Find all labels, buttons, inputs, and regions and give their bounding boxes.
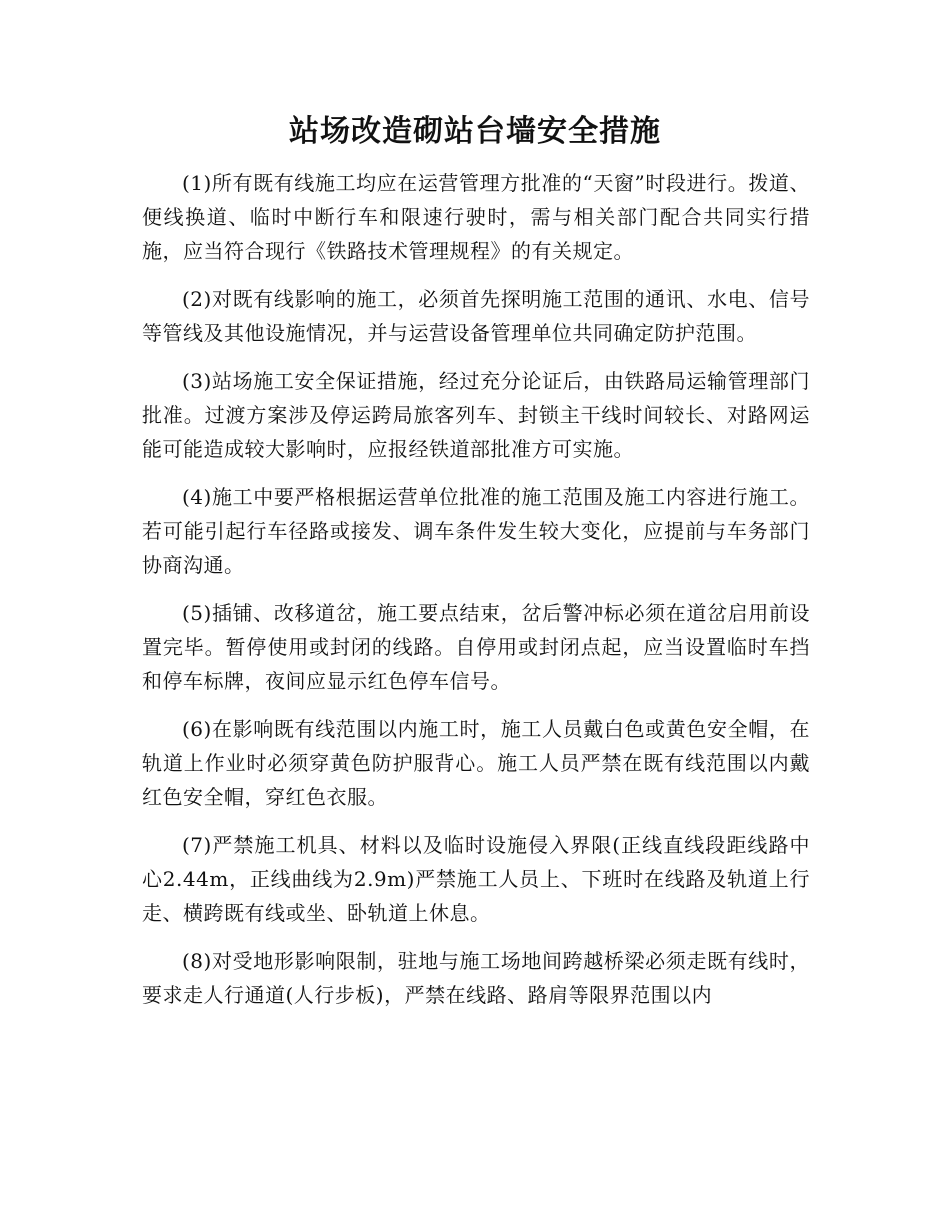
document-body xyxy=(142,166,810,1026)
paragraph-1: (1)所有既有线施工均应在运营管理方批准的“天窗”时段进行。拨道、便线换道、临时中断行车和限速行驶时，需与相关部门配合共同实行措施，应当符合现行《铁路技术管理规程》的有关规定。 xyxy=(142,171,810,263)
document-title: 站场改造砌站台墙安全措施 xyxy=(289,114,661,149)
paragraph-8: (8)对受地形影响限制，驻地与施工场地间跨越桥梁必须走既有线时，要求走人行通道(人行步板)，严禁在线路、路肩等限界范围以内 xyxy=(142,949,810,1007)
paragraph-2: (2)对既有线影响的施工，必须首先探明施工范围的通讯、水电、信号等管线及其他设施情况，并与运营设备管理单位共同确定防护范围。 xyxy=(142,287,810,345)
paragraph-7: (7)严禁施工机具、材料以及临时设施侵入界限(正线直线段距线路中心2.44m，正线曲线为2.9m)严禁施工人员上、下班时在线路及轨道上行走、横跨既有线或坐、卧轨道上休息。 xyxy=(142,833,810,925)
paragraph-6: (6)在影响既有线范围以内施工时，施工人员戴白色或黄色安全帽，在轨道上作业时必须穿黄色防护服背心。施工人员严禁在既有线范围以内戴红色安全帽，穿红色衣服。 xyxy=(142,717,810,809)
paragraph-4: (4)施工中要严格根据运营单位批准的施工范围及施工内容进行施工。若可能引起行车径路或接发、调车条件发生较大变化，应提前与车务部门协商沟通。 xyxy=(142,485,810,577)
paragraph-5: (5)插铺、改移道岔，施工要点结束，岔后警冲标必须在道岔启用前设置完毕。暂停使用或封闭的线路。自停用或封闭点起，应当设置临时车挡和停车标牌，夜间应显示红色停车信号。 xyxy=(142,601,810,693)
paragraph-3: (3)站场施工安全保证措施，经过充分论证后，由铁路局运输管理部门批准。过渡方案涉及停运跨局旅客列车、封锁主干线时间较长、对路网运能可能造成较大影响时，应报经铁道部批准方可实施。 xyxy=(142,369,810,461)
